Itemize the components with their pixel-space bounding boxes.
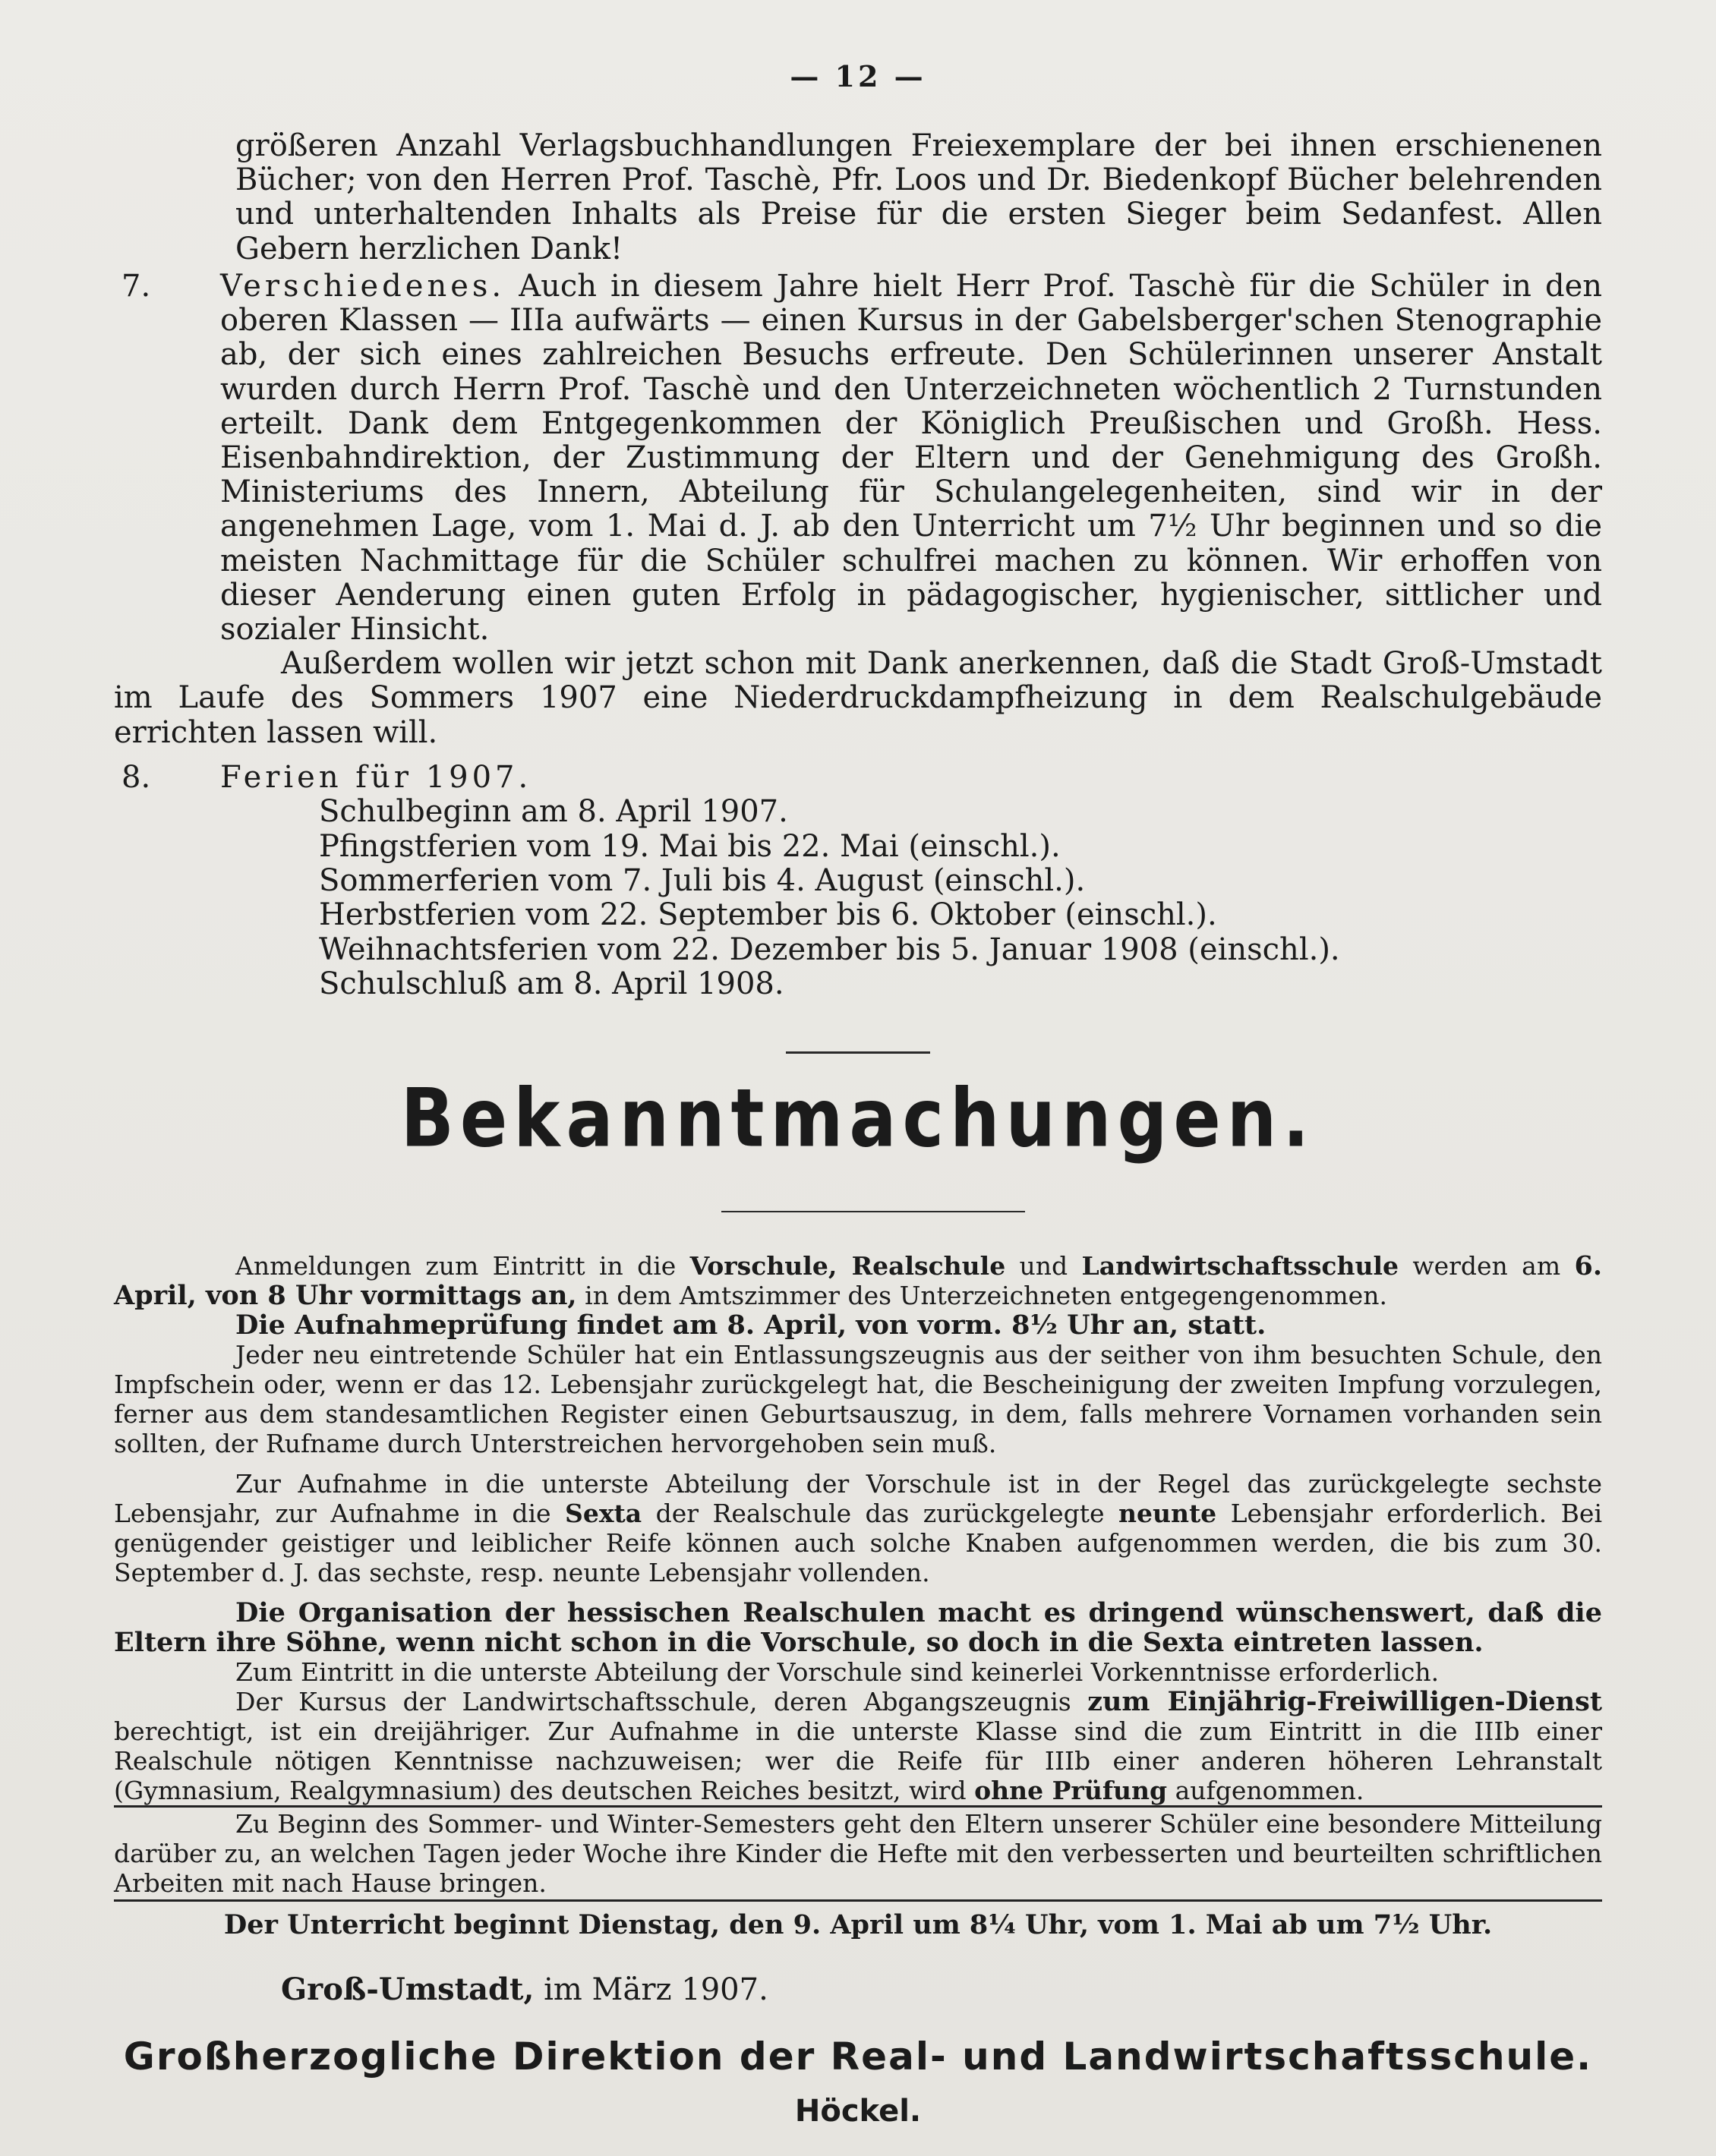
notice-exam: Die Aufnahmeprüfung findet am 8. April, von vorm. 8½ Uhr an, statt. [235, 1310, 1266, 1341]
ferien-line: Weihnachtsferien vom 22. Dezember bis 5. Januar 1908 (einschl.). [319, 931, 1340, 967]
item7-body [220, 270, 1602, 647]
heading-block [114, 1071, 1602, 1166]
item6-text: größeren Anzahl Verlagsbuchhandlungen Freiexemplare der bei ihnen erschienenen Bücher; von den Herren Prof. Taschè, Pfr. Loos und Dr. Biedenkopf Bücher belehrenden und unterhaltenden Inhalts als Preise für die ersten Sieger beim Sedanfest. Allen Gebern herzlichen Dank! [235, 128, 1602, 266]
notices [114, 1251, 1602, 1902]
ferien-line: Pfingstferien vom 19. Mai bis 22. Mai (einschl.). [319, 828, 1061, 864]
item7 [114, 270, 1602, 647]
item7-number: 7. [121, 269, 151, 304]
ferien-line: Sommerferien vom 7. Juli bis 4. August (einschl.). [319, 863, 1086, 899]
notice-agriculture: Der Kursus der Landwirtschaftsschule, deren Abgangszeugnis zum Einjährig-Freiwilligen-Dienst berechtigt, ist ein dreijähriger. Zur Aufnahme in die unterste Klasse sind die zum Eintritt in die IIIb einer Realschule nötigen Kenntnisse nachzuweisen; wer die Reife für IIIb einer anderen höheren Lehranstalt (Gymnasium, Realgymnasium) des deutschen Reiches besitzt, wird ohne Prüfung aufgenommen. [114, 1686, 1602, 1805]
ferien-list [114, 795, 1602, 1001]
item6-continuation [114, 129, 1602, 266]
notice-documents: Jeder neu eintretende Schüler hat ein Entlassungszeugnis aus der seither von ihm besuchten Schule, den Impfschein oder, wenn er das 12. Lebensjahr zurückgelegt hat, die Bescheinigung der zweiten Impfung vorzulegen, ferner aus dem standesamtlichen Register einen Geburtsauszug, in dem, falls mehrere Vornamen vorhanden sein sollten, der Rufname durch Unterstreichen hervorgehoben sein muß. [114, 1340, 1602, 1458]
item7-text: Auch in diesem Jahre hielt Herr Prof. Taschè für die Schüler in den oberen Klassen — IIIa aufwärts — einen Kursus in der Gabelsberger'schen Stenographie ab, der sich eines zahlreichen Besuchs erfreute. Den Schülerinnen unserer Anstalt wurden durch Herrn Prof. Taschè und den Unterzeichneten wöchentlich 2 Turnstunden erteilt. Dank dem Entgegenkommen der Königlich Preußischen und Großh. Hess. Eisenbahndirektion, der Zustimmung der Eltern und der Genehmigung des Großh. Ministeriums des Innern, Abteilung für Schulangelegenheiten, sind wir in der angenehmen Lage, vom 1. Mai d. J. ab den Unterricht um 7½ Uhr beginnen und so die meisten Nachmittage für die Schüler schulfrei machen zu können. Wir erhoffen von dieser Aenderung einen guten Erfolg in pädagogischer, hygienischer, sittlicher und sozialer Hinsicht. [220, 269, 1603, 648]
item7-extra: Außerdem wollen wir jetzt schon mit Dank anerkennen, daß die Stadt Groß-Umstadt im Laufe des Sommers 1907 eine Niederdruckdampfheizung in dem Realschulgebäude errichten lassen will. [114, 646, 1602, 750]
place-name: Groß-Umstadt, [281, 1972, 535, 2007]
ferien-line: Herbstferien vom 22. September bis 6. Oktober (einschl.). [319, 897, 1217, 933]
divider-top [786, 1051, 930, 1054]
item8-section [114, 761, 1602, 1002]
item7-title: Verschiedenes. [220, 269, 506, 304]
item8-title: Ferien für 1907. [220, 760, 532, 795]
item8-header [114, 761, 1602, 795]
ferien-line: Schulbeginn am 8. April 1907. [319, 794, 788, 830]
ferien-line: Schulschluß am 8. April 1908. [319, 966, 784, 1002]
heading-bekanntmachungen: Bekanntmachungen. [400, 1071, 1316, 1166]
start-announcement: Der Unterricht beginnt Dienstag, den 9. April um 8¼ Uhr, vom 1. Mai ab um 7½ Uhr. [223, 1909, 1493, 1940]
item8-number: 8. [121, 760, 151, 795]
date-text: im März 1907. [534, 1972, 768, 2007]
place-date [114, 1972, 1602, 2007]
notice-registration: Anmeldungen zum Eintritt in die Vorschule, Realschule und Landwirtschaftsschule werden am 6. April, von 8 Uhr vormittags an, in dem Amtszimmer des Unterzeichneten entgegengenommen. [114, 1250, 1603, 1311]
notice-no-prerequisites: Zum Eintritt in die unterste Abteilung der Vorschule sind keinerlei Vorkenntnisse erforderlich. [235, 1657, 1440, 1687]
notice-organisation: Die Organisation der hessischen Realschulen macht es dringend wünschenswert, daß die Eltern ihre Söhne, wenn nicht schon in die Vorschule, so doch in die Sexta eintreten lassen. [114, 1597, 1602, 1658]
item7-section [114, 270, 1602, 750]
notice-homework: Zu Beginn des Sommer- und Winter-Semesters geht den Eltern unserer Schüler eine besondere Mitteilung darüber zu, an welchen Tagen jeder Woche ihre Kinder die Hefte mit den verbesserten und beurteilten schriftlichen Arbeiten mit nach Hause bringen. [114, 1805, 1602, 1902]
signature-name: Höckel. [794, 2094, 922, 2129]
page-number: — 12 — [790, 59, 926, 93]
notice-age: Zur Aufnahme in die unterste Abteilung der Vorschule ist in der Regel das zurückgelegte sechste Lebensjahr, zur Aufnahme in die Sexta der Realschule das zurückgelegte neunte Lebensjahr erforderlich. Bei genügender geistiger und leiblicher Reife können auch solche Knaben aufgenommen werden, die bis zum 30. September d. J. das sechste, resp. neunte Lebensjahr vollenden. [114, 1469, 1602, 1587]
divider-bottom [721, 1211, 1025, 1212]
signature-institution: Großherzogliche Direktion der Real- und Landwirtschaftsschule. [123, 2035, 1593, 2079]
